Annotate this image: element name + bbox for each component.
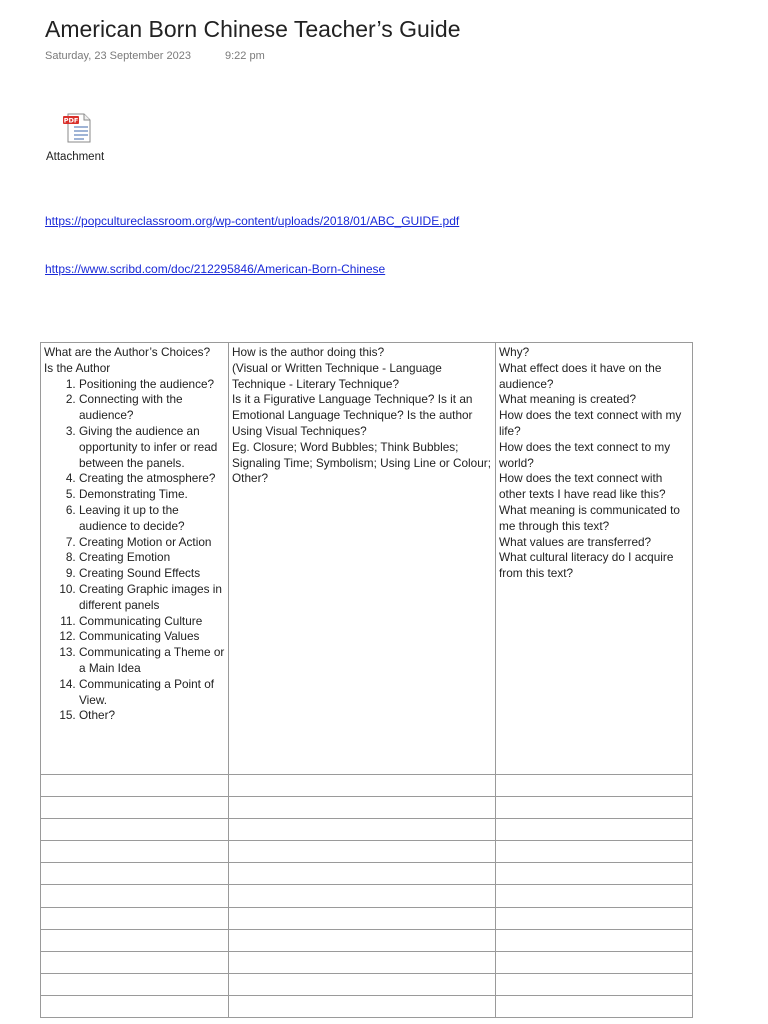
empty-cell[interactable] [496, 907, 693, 929]
empty-table-row [41, 929, 693, 951]
technique-text: Eg. Closure; Word Bubbles; Think Bubbles; Signaling Time; Symbolism; Using Line or Colour; [232, 439, 491, 470]
empty-cell[interactable] [229, 775, 496, 797]
empty-cell[interactable] [41, 929, 229, 951]
empty-cell[interactable] [496, 995, 693, 1017]
why-text: What cultural literacy do I acquire from this text? [499, 550, 674, 581]
pdf-file-icon[interactable] [62, 113, 92, 143]
scribd-link[interactable]: https://www.scribd.com/doc/212295846/American-Born-Chinese [45, 262, 386, 276]
list-item: 1. Positioning the audience? [79, 377, 225, 393]
why-text: What values are transferred? [499, 534, 652, 549]
empty-cell[interactable] [496, 797, 693, 819]
page-time: 9:22 pm [225, 50, 265, 62]
empty-cell[interactable] [41, 863, 229, 885]
empty-cell[interactable] [496, 973, 693, 995]
empty-cell[interactable] [41, 775, 229, 797]
empty-cell[interactable] [229, 797, 496, 819]
empty-cell[interactable] [496, 863, 693, 885]
empty-cell[interactable] [496, 885, 693, 907]
list-item: 6. Leaving it up to the audience to decide? [79, 503, 225, 535]
analysis-table [40, 342, 693, 1018]
empty-cell[interactable] [496, 951, 693, 973]
list-item: 10. Creating Graphic images in different panels [79, 582, 225, 614]
why-text: What meaning is created? [499, 392, 637, 407]
column-subheading: Is the Author [44, 360, 111, 375]
empty-cell[interactable] [229, 819, 496, 841]
empty-table-row [41, 863, 693, 885]
why-text: How does the text connect with my life? [499, 408, 682, 438]
empty-cell[interactable] [41, 995, 229, 1017]
list-item: 12. Communicating Values [79, 629, 225, 645]
list-item: 8. Creating Emotion [79, 550, 225, 566]
empty-cell[interactable] [229, 907, 496, 929]
empty-table-row [41, 907, 693, 929]
empty-rows-group [41, 775, 693, 1018]
empty-cell[interactable] [496, 775, 693, 797]
technique-text: How is the author doing this? [232, 345, 385, 359]
technique-cell [229, 343, 496, 775]
guide-pdf-link[interactable]: https://popcultureclassroom.org/wp-content/uploads/2018/01/ABC_GUIDE.pdf [45, 214, 460, 228]
page-date: Saturday, 23 September 2023 [45, 50, 191, 62]
attachment-label: Attachment [46, 151, 105, 163]
empty-cell[interactable] [229, 885, 496, 907]
list-item: 7. Creating Motion or Action [79, 535, 225, 551]
column-heading: What are the Author’s Choices? [44, 345, 211, 359]
empty-table-row [41, 885, 693, 907]
technique-text: Is it a Figurative Language Technique? Is it an Emotional Language Technique? Is the author Using Visual Techniques? [232, 392, 473, 438]
empty-table-row [41, 973, 693, 995]
empty-cell[interactable] [229, 973, 496, 995]
page-title: American Born Chinese Teacher’s Guide [45, 16, 461, 42]
empty-table-row [41, 819, 693, 841]
author-choices-list [44, 377, 225, 725]
svg-text:PDF: PDF [63, 116, 79, 125]
why-text: What meaning is communicated to me through this text? [499, 502, 680, 533]
empty-cell[interactable] [496, 929, 693, 951]
empty-cell[interactable] [41, 973, 229, 995]
author-choices-cell [41, 343, 229, 775]
why-text: Why? [499, 345, 530, 359]
empty-cell[interactable] [229, 929, 496, 951]
empty-table-row [41, 841, 693, 863]
empty-cell[interactable] [229, 863, 496, 885]
list-item: 11. Communicating Culture [79, 614, 225, 630]
list-item: 13. Communicating a Theme or a Main Idea [79, 645, 225, 677]
empty-cell[interactable] [41, 907, 229, 929]
why-text: What effect does it have on the audience? [499, 360, 662, 391]
empty-cell[interactable] [229, 995, 496, 1017]
technique-text: (Visual or Written Technique - Language Technique - Literary Technique? [232, 360, 442, 391]
empty-table-row [41, 951, 693, 973]
why-cell [496, 343, 693, 775]
why-text: How does the text connect to my world? [499, 439, 671, 470]
list-item: 3. Giving the audience an opportunity to infer or read between the panels. [79, 424, 225, 471]
list-item: 2. Connecting with the audience? [79, 392, 225, 424]
empty-table-row [41, 995, 693, 1017]
empty-cell[interactable] [41, 819, 229, 841]
list-item: 9. Creating Sound Effects [79, 566, 225, 582]
list-item: 5. Demonstrating Time. [79, 487, 225, 503]
empty-cell[interactable] [41, 841, 229, 863]
empty-table-row [41, 775, 693, 797]
empty-cell[interactable] [41, 951, 229, 973]
empty-cell[interactable] [41, 797, 229, 819]
table-row [41, 343, 693, 775]
list-item: 4. Creating the atmosphere? [79, 471, 225, 487]
list-item: 15. Other? [79, 708, 225, 724]
empty-table-row [41, 797, 693, 819]
empty-cell[interactable] [229, 951, 496, 973]
empty-cell[interactable] [229, 841, 496, 863]
why-text: How does the text connect with other texts I have read like this? [499, 471, 666, 502]
empty-cell[interactable] [496, 841, 693, 863]
list-item: 14. Communicating a Point of View. [79, 677, 225, 709]
technique-text: Other? [232, 471, 269, 486]
empty-cell[interactable] [41, 885, 229, 907]
empty-cell[interactable] [496, 819, 693, 841]
